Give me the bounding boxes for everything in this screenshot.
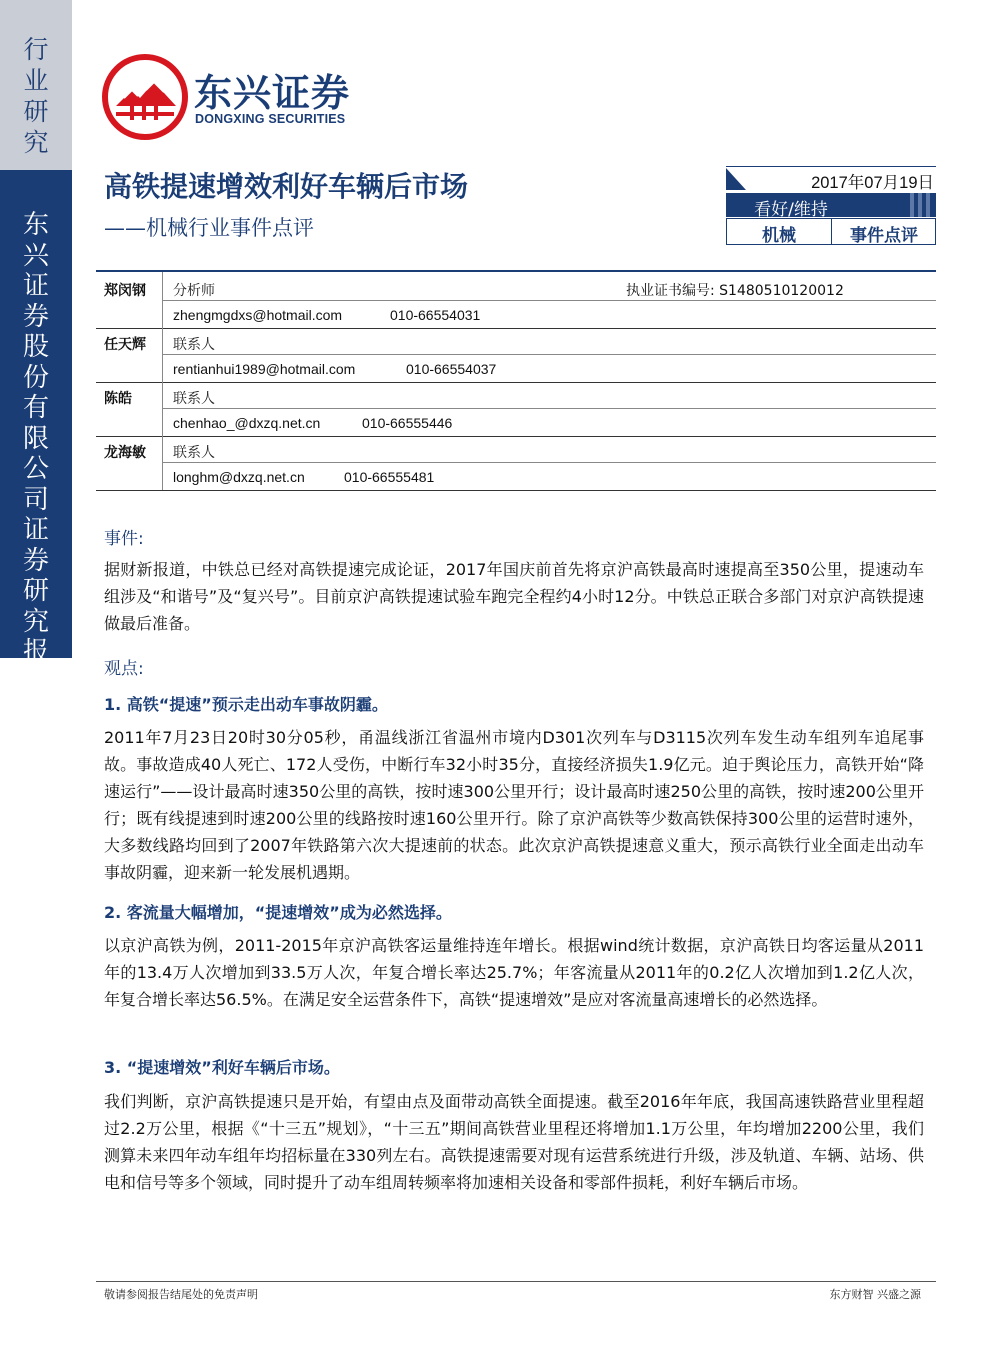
table-rule	[96, 490, 936, 491]
table-rule	[162, 354, 936, 355]
analyst-name: 任天辉	[104, 337, 146, 353]
footer-disclaimer: 敬请参阅报告结尾处的免责声明	[104, 1288, 258, 1301]
table-rule	[162, 408, 936, 409]
views-heading: 观点:	[104, 659, 144, 679]
rating-row	[726, 193, 936, 220]
table-rule	[162, 300, 936, 301]
logo-english-name: DONGXING SECURITIES	[195, 112, 346, 126]
analyst-role: 联系人	[173, 337, 215, 353]
sidebar-org-text	[21, 210, 51, 698]
sidebar-org-char: 告	[22, 667, 49, 698]
report-date-row	[726, 166, 936, 194]
analyst-role: 联系人	[173, 445, 215, 461]
sidebar-org-char: 份	[22, 362, 49, 393]
table-rule	[96, 436, 936, 437]
rating-stripe-icon	[900, 193, 936, 217]
sidebar-org-char: 公	[22, 454, 49, 484]
footer-rule	[96, 1281, 936, 1282]
sidebar-category-panel	[0, 0, 72, 170]
sidebar-org-char: 东	[22, 210, 49, 240]
analyst-name: 陈皓	[104, 391, 132, 407]
point-paragraph: 我们判断，京沪高铁提速只是开始，有望由点及面带动高铁全面提速。截至2016年年底，我国高速铁路营业里程超过2.2万公里，根据《“十三五”规划》，“十三五”期间高铁营业里程还将增加1.1万公里，年均增加2200公里，我们测算未来四年动车组年均招标量在330列左右。高铁提速需要对现有运营系统进行升级，涉及轨道、车辆、站场、供电和信号等多个领域，同时提升了动车组周转频率将加速相关设备和零部件损耗，利好车辆后市场。	[104, 1092, 924, 1192]
report-type-tag: 事件点评	[850, 226, 918, 246]
analyst-name: 郑闵钢	[104, 283, 146, 299]
report-subtitle: ——机械行业事件点评	[104, 216, 314, 240]
sidebar-category-char: 业	[23, 66, 49, 95]
sidebar-org-char: 券	[22, 301, 49, 332]
analyst-email[interactable]: longhm@dxzq.net.cn	[173, 469, 305, 485]
sidebar-category-char: 研	[23, 97, 49, 126]
dongxing-logo-icon	[102, 54, 188, 140]
analyst-role: 分析师	[173, 283, 215, 299]
sidebar-org-char: 司	[22, 484, 49, 515]
footer-slogan: 东方财智 兴盛之源	[829, 1288, 921, 1301]
sidebar-org-char: 券	[22, 545, 49, 576]
sidebar-org-char: 有	[22, 393, 49, 423]
sidebar-org-char: 股	[22, 332, 49, 362]
analyst-cert: 执业证书编号: S1480510120012	[626, 283, 844, 299]
sidebar-org-char: 兴	[22, 240, 49, 271]
industry-tag: 机械	[762, 226, 796, 246]
analyst-email[interactable]: chenhao_@dxzq.net.cn	[173, 415, 321, 431]
sidebar-org-char: 限	[22, 423, 49, 454]
analyst-name: 龙海敏	[104, 445, 146, 461]
rating-label: 看好/维持	[754, 200, 828, 220]
sidebar-org-char: 究	[22, 606, 49, 637]
logo-chinese-name: 东兴证券	[194, 71, 351, 115]
point-heading: 2. 客流量大幅增加，“提速增效”成为必然选择。	[104, 903, 452, 922]
table-rule	[96, 270, 936, 272]
table-rule	[96, 328, 936, 329]
analyst-phone: 010-66555446	[362, 415, 453, 431]
sidebar-category-char: 行	[23, 35, 49, 64]
table-rule	[96, 382, 936, 383]
sidebar-category-text	[22, 34, 50, 158]
point-paragraph: 2011年7月23日20时30分05秒，甬温线浙江省温州市境内D301次列车与D3115次列车发生动车组列车追尾事故。事故造成40人死亡、172人受伤，中断行车32小时35分，直接经济损失1.9亿元。迫于舆论压力，高铁开始“降速运行”——设计最高时速350公里的高铁，按时速300公里开行；设计最高时速250公里的高铁，按时速200公里开行；既有线提速到时速200公里的线路按时速160公里开行。除了京沪高铁等少数高铁保持300公里的运营时速外，大多数线路均回到了2007年铁路第六次大提速前的状态。此次京沪高铁提速意义重大，预示高铁行业全面走出动车事故阴霾，迎来新一轮发展机遇期。	[104, 728, 924, 882]
sidebar-org-panel	[0, 170, 72, 698]
analyst-email[interactable]: zhengmgdxs@hotmail.com	[173, 307, 343, 323]
analyst-phone: 010-66554031	[390, 307, 481, 323]
report-title: 高铁提速增效利好车辆后市场	[104, 170, 469, 203]
sidebar-org-char: 证	[22, 515, 49, 545]
report-tags	[726, 218, 936, 245]
report-date: 2017年07月19日	[811, 174, 934, 192]
sidebar-org-char: 报	[22, 637, 49, 667]
corner-triangle-icon	[726, 168, 748, 192]
event-paragraph: 据财新报道，中铁总已经对高铁提速完成论证，2017年国庆前首先将京沪高铁最高时速提高至350公里，提速动车组涉及“和谐号”及“复兴号”。目前京沪高铁提速试验车跑完全程约4小时12分。中铁总正联合多部门对京沪高铁提速做最后准备。	[104, 560, 924, 633]
point-heading: 1. 高铁“提速”预示走出动车事故阴霾。	[104, 695, 388, 714]
sidebar-category-char: 究	[23, 128, 49, 157]
analyst-role: 联系人	[173, 391, 215, 407]
analyst-phone: 010-66555481	[344, 469, 435, 485]
sidebar-org-char: 研	[22, 576, 49, 606]
tag-divider	[831, 219, 832, 244]
table-rule	[162, 462, 936, 463]
analyst-phone: 010-66554037	[406, 361, 497, 377]
sidebar-org-char: 证	[22, 271, 49, 301]
point-paragraph: 以京沪高铁为例，2011-2015年京沪高铁客运量维持连年增长。根据wind统计数据，京沪高铁日均客运量从2011年的13.4万人次增加到33.5万人次，年复合增长率达25.7%；年客流量从2011年的0.2亿人次增加到1.2亿人次，年复合增长率达56.5%。在满足安全运营条件下，高铁“提速增效”是应对客流量高速增长的必然选择。	[104, 936, 924, 1009]
point-heading: 3. “提速增效”利好车辆后市场。	[104, 1058, 340, 1077]
event-heading: 事件:	[104, 529, 144, 549]
analyst-email[interactable]: rentianhui1989@hotmail.com	[173, 361, 356, 377]
table-column-divider	[162, 272, 163, 490]
